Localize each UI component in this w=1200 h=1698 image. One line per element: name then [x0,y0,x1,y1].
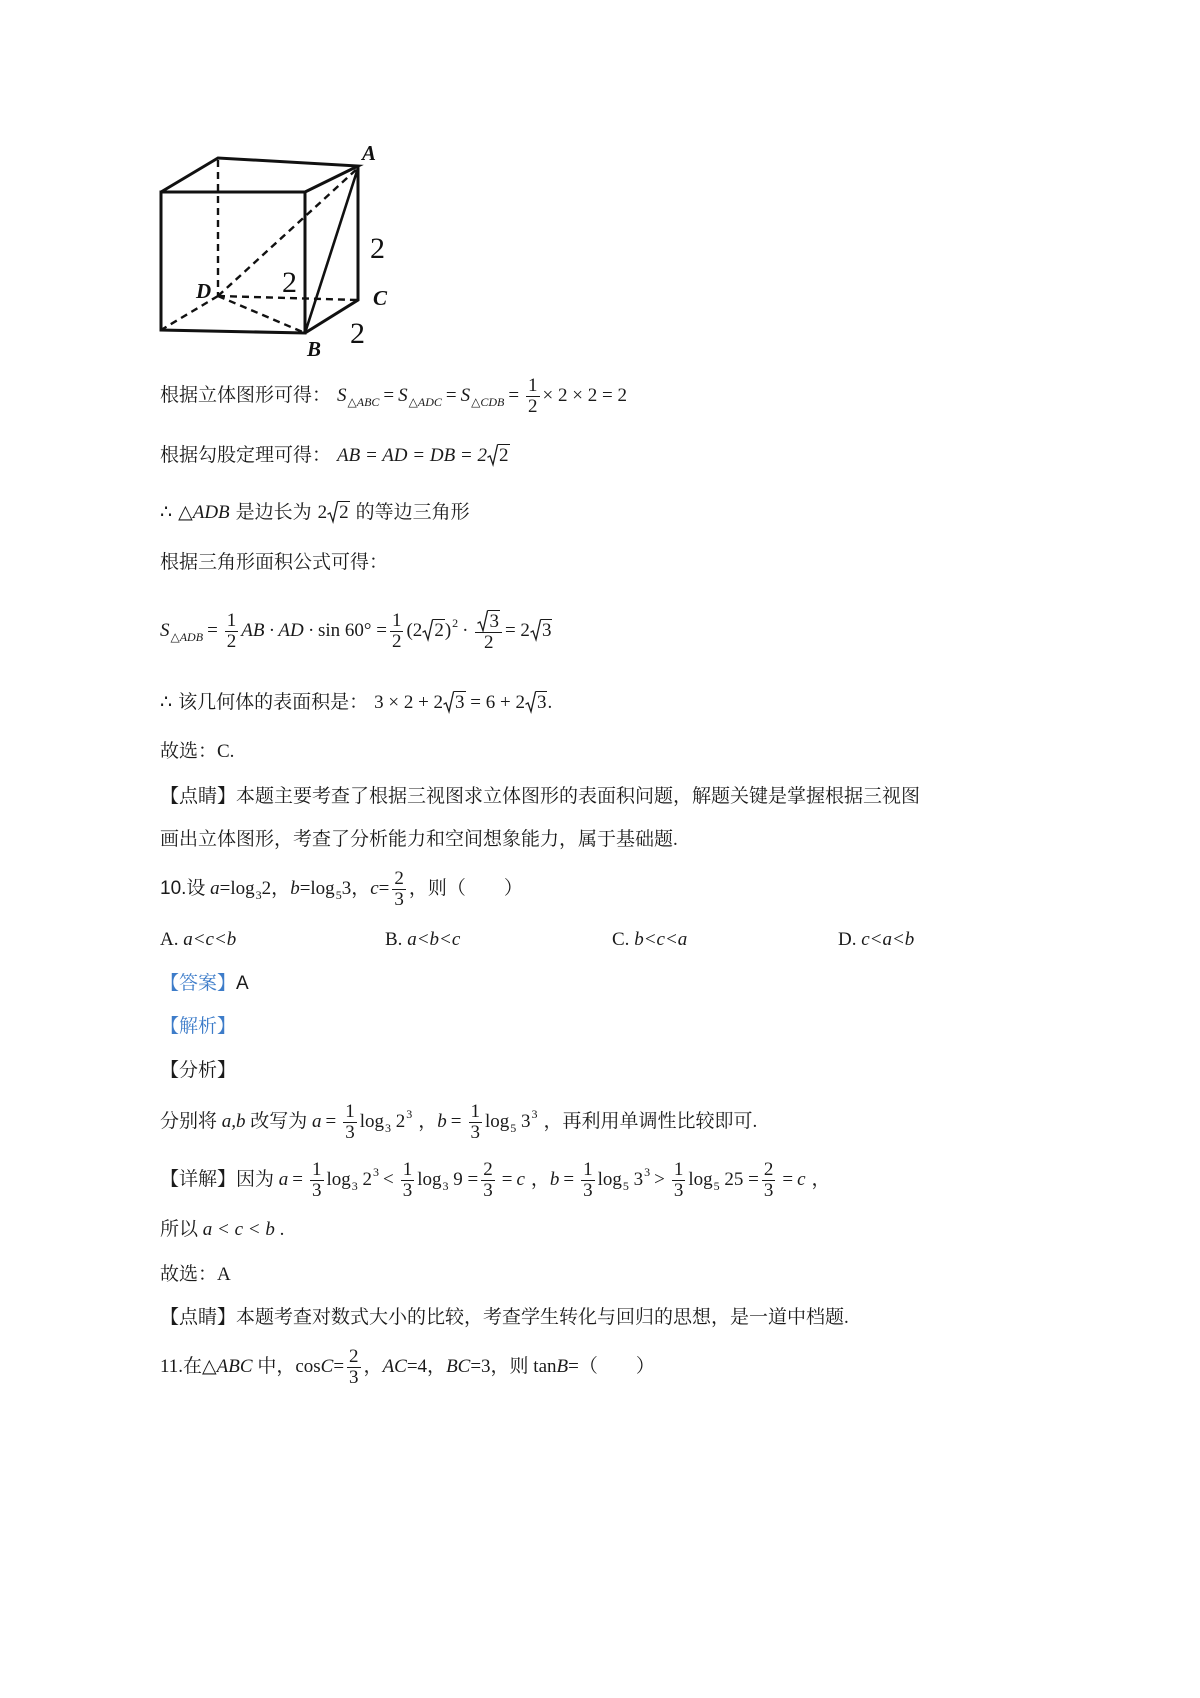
numerator: 2 [483,1159,493,1181]
exponent: 3 [644,1165,651,1179]
numerator: 1 [391,610,402,631]
analysis-line [160,1102,757,1142]
solution-label: 【解析】 [160,1016,237,1037]
area-symbol: S [460,385,471,406]
q10-stem [160,869,523,909]
subscript: △ADC [408,395,442,409]
equilateral-mid: 是边长为 [235,502,312,523]
option-value: b<c<a [634,929,688,950]
analysis-tail: ，再利用单调性比较即可. [543,1111,758,1132]
radicand: 3 [536,692,547,713]
fraction [526,376,540,417]
exponent: 3 [406,1107,413,1121]
numerator: 1 [345,1101,355,1123]
log-text: =log [219,878,255,899]
stem-tail: =（ ） [568,1356,655,1377]
conclusion-expression: a < c < b [202,1219,275,1240]
fraction [469,1102,483,1143]
equals: = [445,385,457,406]
surface-text: 该几何体的表面积是： [178,692,369,713]
option-label: C. [612,929,630,950]
detail-label: 【详解】 [160,1169,237,1190]
denominator: 2 [483,632,494,653]
variable-c: c [516,1169,525,1190]
side-ac: AC [382,1356,407,1377]
analysis-vars: a,b [221,1111,246,1132]
visible-edges [161,158,358,333]
q9-comment-line-1 [160,777,920,817]
variable-b: b [290,878,300,899]
variable-b: b [437,1111,447,1132]
variable-c: c [797,1169,806,1190]
detail-line [160,1160,831,1200]
comment-label: 【点睛】 [160,1307,237,1328]
denominator: 2 [391,631,402,652]
hidden-edge-db [218,296,305,333]
edge-label-dc: 2 [282,266,297,299]
therefore-symbol: ∴ [160,502,173,523]
equals: = [292,1169,303,1190]
log-argument: 3 [633,1169,644,1190]
area-symbol: S [337,385,347,406]
answer-value: A [236,973,249,994]
fraction [343,1102,357,1143]
vertex-label-a: A [362,141,377,165]
stem-tail: ，则（ ） [408,878,523,899]
open-paren: (2 [406,619,423,641]
square-root [487,444,510,466]
denominator: 3 [583,1180,593,1202]
radical-sign [530,619,541,641]
q9-choice: 故选：C. [160,741,235,762]
detail-because: 因为 [236,1169,275,1190]
product-term: AB · AD · [241,619,314,641]
comma: ， [530,1169,550,1190]
log-argument: 25 = [724,1169,759,1190]
log-base: 3 [385,1121,392,1135]
vertex-label-c: C [373,286,388,310]
denominator: 3 [402,1180,413,1202]
option-a[interactable] [160,920,236,960]
angle-b: B [556,1356,569,1377]
radical-sign [443,691,454,713]
analysis-start: 分别将 [160,1111,218,1132]
fraction [347,1347,361,1388]
variable-b: b [549,1169,560,1190]
surface-expression-1: 3 × 2 + 2 [374,692,444,713]
equals: = [207,619,218,641]
area-symbol: S [160,619,170,641]
fraction [401,1160,415,1201]
result-term: = 2 [504,619,530,641]
q10-choice: 故选：A [160,1264,231,1285]
square-root [443,691,466,713]
comment-text: 本题考查对数式大小的比较，考查学生转化与回归的思想，是一道中档题. [236,1307,849,1328]
triangle-symbol: △ [178,502,193,523]
log-base: 3 [255,888,262,902]
fraction [581,1160,595,1201]
equals: = [378,878,390,899]
equals: = [782,1169,794,1190]
formula-intro: 根据三角形面积公式可得： [160,552,389,573]
log-argument: 9 = [453,1169,479,1190]
edge-label-ac: 2 [370,232,385,265]
answer-label: 【答案】 [160,973,237,994]
numerator: 2 [349,1346,359,1368]
conclusion-prefix: 所以 [160,1219,199,1240]
triangle-name: ADB [192,502,230,523]
equals: = [508,385,520,406]
denominator: 3 [312,1180,322,1202]
option-value: a<b<c [407,929,461,950]
option-value: c<a<b [861,929,915,950]
side-bc: BC [446,1356,471,1377]
equals: = [563,1169,575,1190]
surface-end: . [547,692,553,713]
numerator: 1 [673,1159,684,1181]
equals: = [325,1111,337,1132]
close-paren: ) [444,619,452,641]
square-root [327,501,350,523]
pythagoras-intro: 根据勾股定理可得： [160,445,332,466]
variable-c: c [370,878,379,899]
radicand: 2 [434,619,444,641]
surface-expression-2: = 6 + 2 [470,692,525,713]
variable-a: a [312,1111,322,1132]
log-argument: 2 [395,1111,406,1132]
log-text: log [417,1169,442,1190]
analysis-mid: 改写为 [250,1111,308,1132]
radical-sign [487,444,498,466]
vertex-label-d: D [196,279,212,303]
log-base: 5 [713,1179,720,1193]
area-faces-intro: 根据立体图形可得： [160,385,332,406]
area-faces-line [160,376,627,416]
log-text: log [485,1111,510,1132]
option-c[interactable] [612,920,687,960]
denominator: 3 [394,889,404,911]
option-d[interactable] [838,920,914,960]
log-base: 5 [622,1179,629,1193]
angle-c: C [320,1356,334,1377]
option-value: a<c<b [183,929,237,950]
log-text: log [597,1169,622,1190]
coefficient: 2 [317,502,328,523]
q10-options [0,920,1200,960]
equilateral-line [160,493,470,533]
hidden-edges [161,160,358,333]
subscript: △CDB [471,395,505,409]
comma: ， [811,1169,831,1190]
denominator: 2 [528,396,538,418]
denominator: 3 [345,1122,355,1144]
q11-stem [160,1347,655,1387]
log-argument: 2 [362,1169,373,1190]
radicand: 2 [339,502,349,523]
fraction [672,1160,686,1201]
numerator: 2 [763,1159,774,1181]
sine-term: sin 60° = [317,619,387,641]
radicand: 3 [541,619,552,641]
less-than: < [383,1169,394,1190]
side-ac-value: =4， [406,1356,447,1377]
log-text: =log [299,878,335,899]
pythagoras-line [160,436,510,476]
fraction [762,1160,776,1201]
area-faces-equation [337,375,627,418]
radicand: 2 [499,445,509,466]
log-text: log [326,1169,351,1190]
conclusion-line [160,1210,284,1250]
comment-text: 本题主要考查了根据三视图求立体图形的表面积问题，解题关键是掌握根据三视图 [236,786,921,807]
numerator [475,610,502,633]
radical-sign [327,501,338,523]
numerator: 1 [226,610,237,631]
fraction [390,611,404,652]
variable-a: a [278,1169,289,1190]
denominator: 3 [470,1122,481,1144]
fraction [392,869,406,910]
subscript: △ADB [170,629,204,644]
square-root [422,619,445,641]
equals: = [333,1356,345,1377]
analysis-label: 【分析】 [160,1060,237,1081]
log-text: log [359,1111,385,1132]
top-face-edges [161,158,358,192]
edge-label-bc: 2 [350,317,365,350]
equals: = [501,1169,513,1190]
option-label: B. [385,929,403,950]
front-face [161,192,305,333]
variable-a: a [210,878,220,899]
vertex-label-b: B [307,337,322,361]
q10-answer [160,964,249,1004]
exponent: 3 [531,1107,538,1121]
radicand: 3 [489,611,499,632]
denominator: 3 [673,1180,684,1202]
log-argument: 2， [261,878,291,899]
subscript: △ABC [347,395,380,409]
stem-mid: 中，cos [257,1356,321,1377]
pythagoras-expression: AB = AD = DB = 2 [337,445,488,466]
log-argument: 3， [341,878,371,899]
exponent: 3 [373,1165,380,1179]
conclusion-end: . [279,1219,285,1240]
area-adb-line [160,610,552,653]
q9-comment-line-2: 画出立体图形，考查了分析能力和空间想象能力，属于基础题. [160,829,678,850]
log-base: 3 [442,1179,449,1193]
expression-tail: × 2 × 2 = 2 [542,385,627,406]
fraction [225,611,239,652]
fraction [310,1160,324,1201]
q10-comment [160,1298,849,1338]
numerator: 1 [583,1159,593,1181]
numerator: 1 [402,1159,413,1181]
question-number: 10.设 [160,878,206,899]
equals: = [383,385,395,406]
side-bc-value: =3，则 tan [470,1356,557,1377]
edge-ab [305,168,358,333]
dot-operator: · [462,619,469,641]
log-argument: 3 [521,1111,531,1132]
log-base: 3 [351,1179,358,1193]
log-base: 5 [335,888,342,902]
fraction [475,610,502,653]
triangle-name: ABC [216,1356,253,1377]
question-number: 11.在△ [160,1356,217,1377]
log-base: 5 [510,1121,517,1135]
therefore-symbol: ∴ [160,692,173,713]
square-root [530,619,553,641]
radical-sign [422,619,433,641]
option-label: D. [838,929,857,950]
numerator: 2 [394,868,404,890]
fraction [481,1160,495,1201]
square-root [477,610,500,632]
equals: = [450,1111,462,1132]
numerator: 1 [470,1101,481,1123]
radicand: 3 [455,692,465,713]
radical-sign [525,691,536,713]
exponent: 2 [452,615,459,630]
equilateral-tail: 的等边三角形 [355,502,470,523]
comment-label: 【点睛】 [160,786,237,807]
comma: ， [363,1356,383,1377]
option-label: A. [160,929,179,950]
surface-area-line [160,683,552,723]
numerator: 1 [528,375,538,397]
denominator: 3 [483,1180,493,1202]
comma: ， [418,1111,438,1132]
greater-than: > [654,1169,665,1190]
radical-sign [477,610,488,632]
denominator: 3 [349,1367,359,1389]
log-text: log [688,1169,713,1190]
denominator: 2 [226,631,237,652]
numerator: 1 [312,1159,322,1181]
square-root [525,691,548,713]
cube-figure [140,130,410,370]
denominator: 3 [763,1180,774,1202]
option-b[interactable] [385,920,460,960]
area-symbol: S [398,385,408,406]
